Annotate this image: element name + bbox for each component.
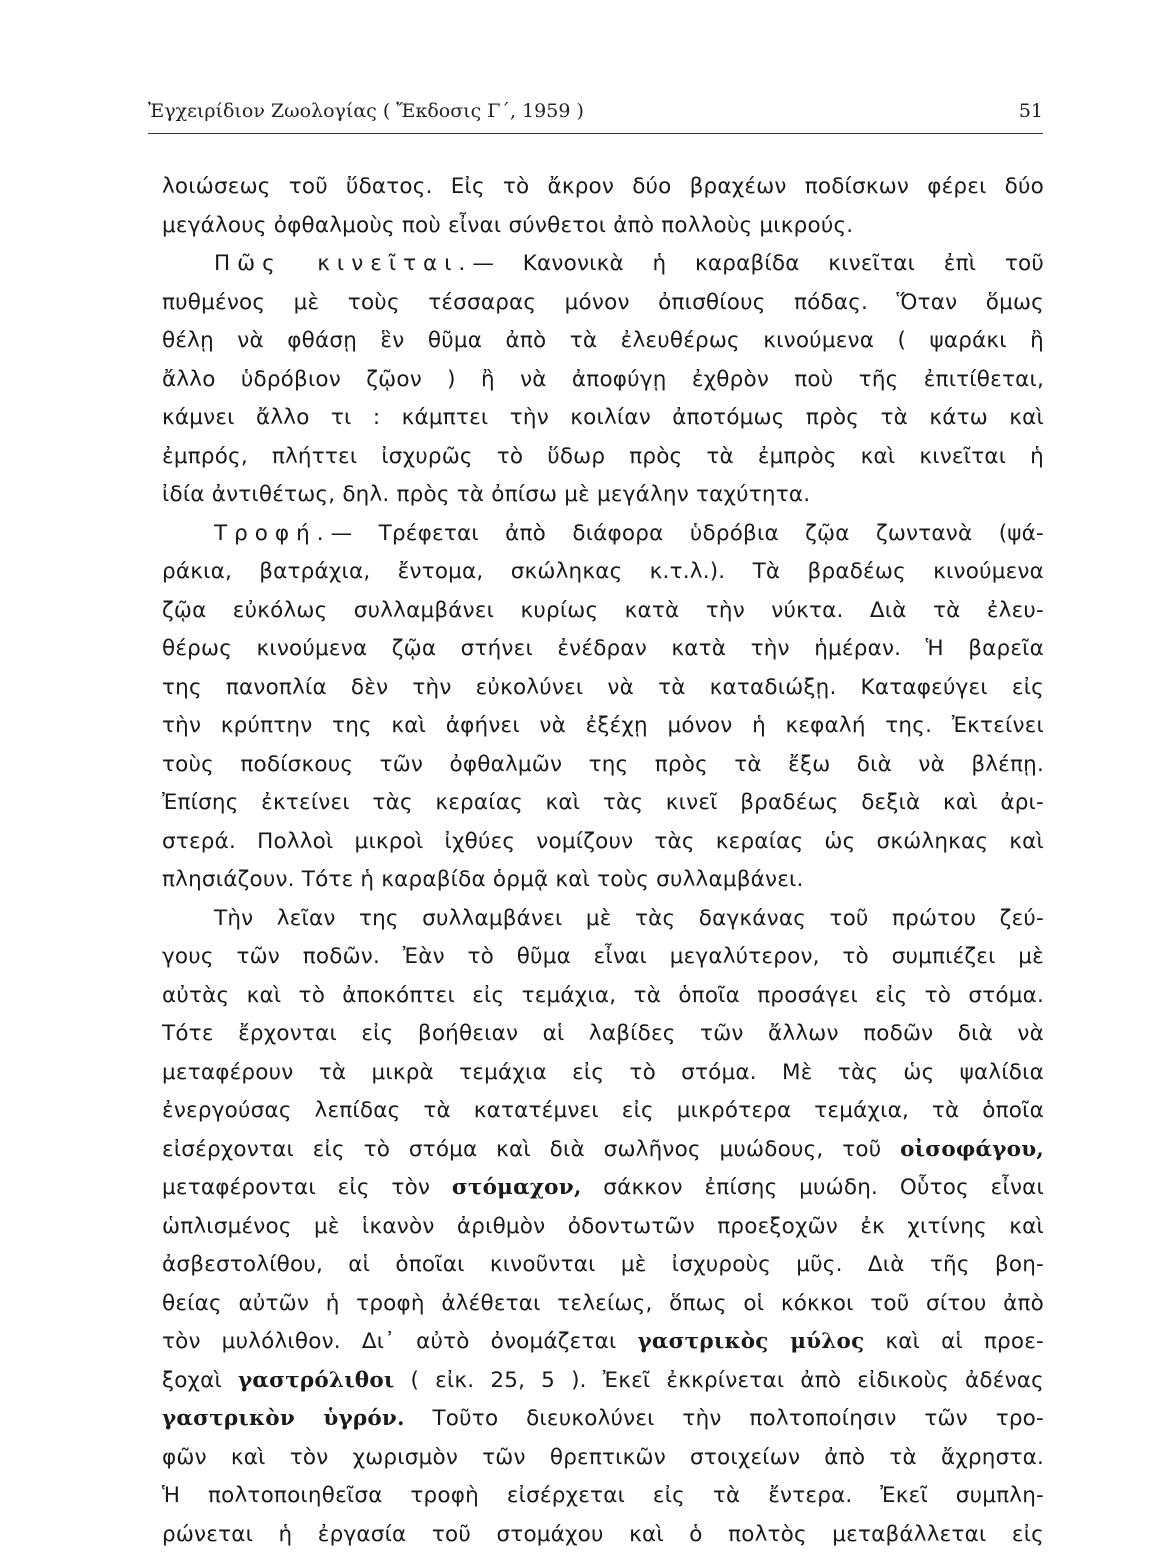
text-span: ξοχαὶ bbox=[162, 1368, 238, 1393]
text-span: Ἡ πολτοποιηθεῖσα τροφὴ εἰσέρχεται εἰς τὰ ἔντερα. Ἐκεῖ συμπλη- bbox=[162, 1483, 1044, 1508]
text-span: λοιώσεως τοῦ ὕδατος. Εἰς τὸ ἄκρον δύο βραχέων ποδίσκων φέρει δύο bbox=[162, 174, 1044, 199]
text-span: μεταφέρονται εἰς τὸν bbox=[162, 1175, 452, 1200]
text-line bbox=[162, 553, 1044, 592]
text-line bbox=[162, 1439, 1044, 1478]
text-line bbox=[162, 707, 1044, 746]
text-line bbox=[162, 1285, 1044, 1324]
text-span: κάμνει ἄλλο τι : κάμπτει τὴν κοιλίαν ἀποτόμως πρὸς τὰ κάτω καὶ bbox=[162, 405, 1044, 430]
header-rule bbox=[148, 133, 1043, 134]
bold-term: γαστρικὸς μύλος bbox=[637, 1329, 864, 1354]
text-span: πυθμένος μὲ τοὺς τέσσαρας μόνον ὀπισθίους πόδας. Ὅταν ὅμως bbox=[162, 290, 1044, 315]
text-line bbox=[162, 322, 1044, 361]
text-line bbox=[162, 284, 1044, 323]
text-line bbox=[162, 1092, 1044, 1131]
bold-term: οἰσοφάγου, bbox=[900, 1137, 1044, 1162]
text-span: Ἐπίσης ἐκτείνει τὰς κεραίας καὶ τὰς κινεῖ βραδέως δεξιὰ καὶ ἀρι- bbox=[162, 790, 1044, 815]
text-span: — Τρέφεται ἀπὸ διάφορα ὑδρόβια ζῷα ζωντανὰ (ψά- bbox=[331, 521, 1044, 546]
text-line bbox=[162, 1400, 1044, 1439]
text-span: ράκια, βατράχια, ἔντομα, σκώληκας κ.τ.λ.). Τὰ βραδέως κινούμενα bbox=[162, 559, 1044, 584]
text-line bbox=[162, 1015, 1044, 1054]
text-span: Τότε ἔρχονται εἰς βοήθειαν αἱ λαβίδες τῶν ἄλλων ποδῶν διὰ νὰ bbox=[162, 1021, 1044, 1046]
text-line bbox=[162, 977, 1044, 1016]
text-line bbox=[162, 784, 1044, 823]
text-span: εἰσέρχονται εἰς τὸ στόμα καὶ διὰ σωλῆνος μυώδους, τοῦ bbox=[162, 1137, 900, 1162]
text-line bbox=[162, 1054, 1044, 1093]
text-span: Τοῦτο διευκολύνει τὴν πολτοποίησιν τῶν τρο- bbox=[405, 1406, 1044, 1431]
section-heading: Πῶς κινεῖται. bbox=[214, 251, 472, 276]
text-span: ἐνεργούσας λεπίδας τὰ κατατέμνει εἰς μικρότερα τεμάχια, τὰ ὁποῖα bbox=[162, 1098, 1044, 1123]
text-span: καὶ αἱ προε- bbox=[864, 1329, 1044, 1354]
text-span: αὐτὰς καὶ τὸ ἀποκόπτει εἰς τεμάχια, τὰ ὁποῖα προσάγει εἰς τὸ στόμα. bbox=[162, 983, 1044, 1008]
text-line bbox=[162, 399, 1044, 438]
running-title: Ἐγχειρίδιον Ζωολογίας ( Ἔκδοσις Γ´, 1959 ) bbox=[148, 100, 584, 122]
text-line bbox=[162, 592, 1044, 631]
bold-term: γαστρόλιθοι bbox=[238, 1368, 394, 1393]
text-span: τοὺς ποδίσκους τῶν ὀφθαλμῶν της πρὸς τὰ ἔξω διὰ νὰ βλέπῃ. bbox=[162, 752, 1044, 777]
text-line bbox=[162, 168, 1044, 207]
text-line bbox=[162, 1362, 1044, 1401]
text-span: στερά. Πολλοὶ μικροὶ ἰχθύες νομίζουν τὰς κεραίας ὡς σκώληκας καὶ bbox=[162, 829, 1044, 854]
text-line bbox=[162, 1131, 1044, 1170]
text-span: πλησιάζουν. Τότε ἡ καραβίδα ὁρμᾷ καὶ τοὺς συλλαμβάνει. bbox=[162, 867, 804, 892]
text-span: της πανοπλία δὲν τὴν εὐκολύνει νὰ τὰ καταδιώξῃ. Καταφεύγει εἰς bbox=[162, 675, 1044, 700]
text-span: — Κανονικὰ ἡ καραβίδα κινεῖται ἐπὶ τοῦ bbox=[472, 251, 1044, 276]
text-span: μεταφέρουν τὰ μικρὰ τεμάχια εἰς τὸ στόμα. Μὲ τὰς ὡς ψαλίδια bbox=[162, 1060, 1044, 1085]
text-span: θέλῃ νὰ φθάσῃ ἓν θῦμα ἀπὸ τὰ ἐλευθέρως κινούμενα ( ψαράκι ἢ bbox=[162, 328, 1044, 353]
text-line bbox=[162, 207, 1044, 246]
bold-term: γαστρικὸν ὑγρόν. bbox=[162, 1406, 405, 1431]
text-line bbox=[162, 515, 1044, 554]
text-line bbox=[162, 1516, 1044, 1554]
text-span: ὡπλισμένος μὲ ἱκανὸν ἀριθμὸν ὀδοντωτῶν προεξοχῶν ἐκ χιτίνης καὶ bbox=[162, 1214, 1044, 1239]
text-line bbox=[162, 1246, 1044, 1285]
text-line bbox=[162, 245, 1044, 284]
text-line bbox=[162, 1477, 1044, 1516]
text-line bbox=[162, 900, 1044, 939]
text-span: γους τῶν ποδῶν. Ἐὰν τὸ θῦμα εἶναι μεγαλύτερον, τὸ συμπιέζει μὲ bbox=[162, 944, 1044, 969]
text-line bbox=[162, 1169, 1044, 1208]
text-line bbox=[162, 938, 1044, 977]
running-header bbox=[148, 100, 1043, 130]
text-span: Τὴν λεῖαν της συλλαμβάνει μὲ τὰς δαγκάνας τοῦ πρώτου ζεύ- bbox=[214, 906, 1044, 931]
section-heading: Τροφή. bbox=[214, 521, 331, 546]
body-text bbox=[162, 168, 1044, 1554]
text-line bbox=[162, 361, 1044, 400]
text-span: ἐμπρός, πλήττει ἰσχυρῶς τὸ ὕδωρ πρὸς τὰ ἐμπρὸς καὶ κινεῖται ἡ bbox=[162, 444, 1044, 469]
text-line bbox=[162, 823, 1044, 862]
text-span: ρώνεται ἡ ἐργασία τοῦ στομάχου καὶ ὁ πολτὸς μεταβάλλεται εἰς bbox=[162, 1522, 1044, 1547]
text-line bbox=[162, 476, 1044, 515]
text-span: μεγάλους ὀφθαλμοὺς ποὺ εἶναι σύνθετοι ἀπὸ πολλοὺς μικρούς. bbox=[162, 213, 853, 238]
text-line bbox=[162, 746, 1044, 785]
text-span: τὴν κρύπτην της καὶ ἀφήνει νὰ ἐξέχῃ μόνον ἡ κεφαλή της. Ἐκτείνει bbox=[162, 713, 1044, 738]
text-span: ζῷα εὐκόλως συλλαμβάνει κυρίως κατὰ τὴν νύκτα. Διὰ τὰ ἐλευ- bbox=[162, 598, 1044, 623]
page-number: 51 bbox=[1019, 100, 1043, 122]
text-span: τὸν μυλόλιθον. Δι᾽ αὐτὸ ὀνομάζεται bbox=[162, 1329, 637, 1354]
text-line bbox=[162, 438, 1044, 477]
text-line bbox=[162, 630, 1044, 669]
text-span: ἄλλο ὑδρόβιον ζῷον ) ἢ νὰ ἀποφύγῃ ἐχθρὸν ποὺ τῆς ἐπιτίθεται, bbox=[162, 367, 1044, 392]
text-span: σάκκον ἐπίσης μυώδη. Οὗτος εἶναι bbox=[582, 1175, 1045, 1200]
text-span: θείας αὐτῶν ἡ τροφὴ ἀλέθεται τελείως, ὅπως οἱ κόκκοι τοῦ σίτου ἀπὸ bbox=[162, 1291, 1044, 1316]
text-span: ( εἰκ. 25, 5 ). Ἐκεῖ ἐκκρίνεται ἀπὸ εἰδικοὺς ἀδένας bbox=[395, 1368, 1045, 1393]
text-span: ἀσβεστολίθου, αἱ ὁποῖαι κινοῦνται μὲ ἰσχυροὺς μῦς. Διὰ τῆς βοη- bbox=[162, 1252, 1044, 1277]
text-line bbox=[162, 861, 1044, 900]
text-line bbox=[162, 669, 1044, 708]
text-span: ἰδία ἀντιθέτως, δηλ. πρὸς τὰ ὀπίσω μὲ μεγάλην ταχύτητα. bbox=[162, 482, 810, 507]
bold-term: στόμαχον, bbox=[452, 1175, 582, 1200]
text-span: θέρως κινούμενα ζῷα στήνει ἐνέδραν κατὰ τὴν ἡμέραν. Ἡ βαρεῖα bbox=[162, 636, 1044, 661]
text-line bbox=[162, 1323, 1044, 1362]
text-line bbox=[162, 1208, 1044, 1247]
text-span: φῶν καὶ τὸν χωρισμὸν τῶν θρεπτικῶν στοιχείων ἀπὸ τὰ ἄχρηστα. bbox=[162, 1445, 1044, 1470]
